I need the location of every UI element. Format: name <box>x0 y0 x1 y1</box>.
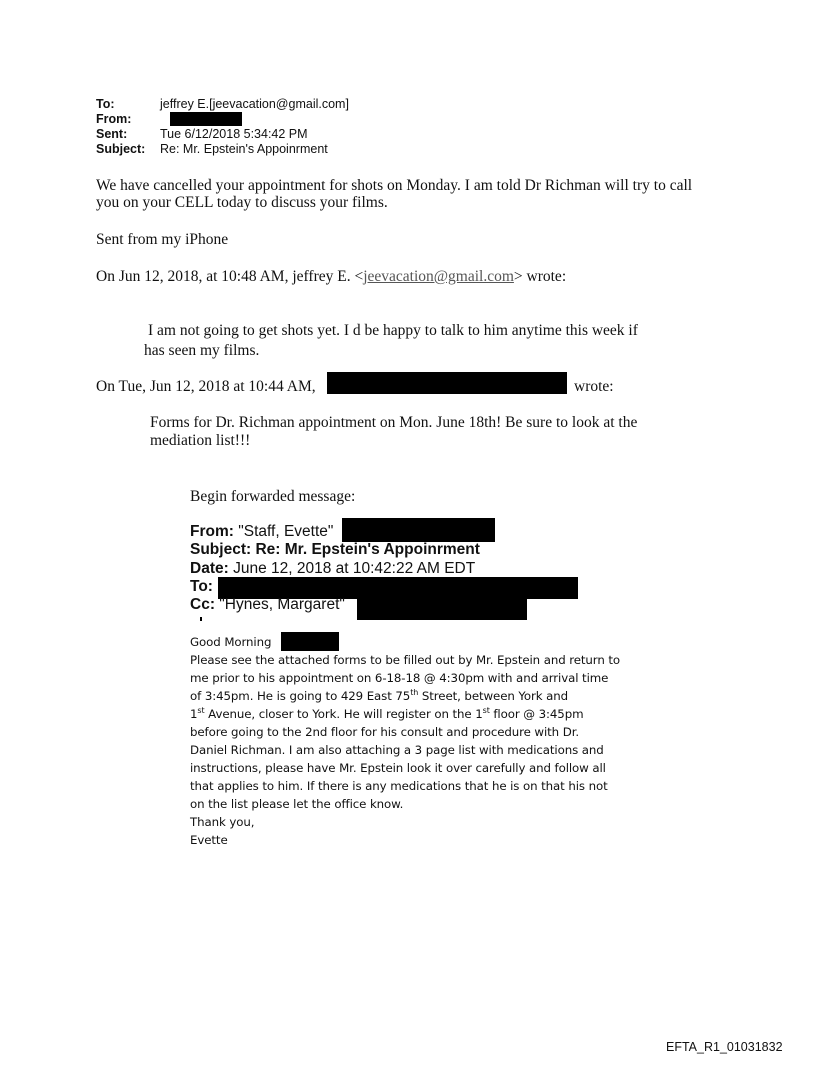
message-line-1: Please see the attached forms to be filled out by Mr. Epstein and return to <box>190 653 621 667</box>
forwarded-to: To: <box>190 578 213 595</box>
quote1-line-1: I am not going to get shots yet. I d be happy to talk to him anytime this week if <box>148 322 638 339</box>
reply-line-2: you on your CELL today to discuss your films. <box>96 194 388 211</box>
redaction-quote2-sender <box>327 372 567 394</box>
message-line-8: that applies to him. If there is any medications that he is on that his not <box>190 779 608 793</box>
quote2-line-2: mediation list!!! <box>150 432 251 449</box>
quote1-intro-suffix: > wrote: <box>513 268 567 285</box>
forwarded-from: From: "Staff, Evette" <box>190 523 334 540</box>
quote1-intro-prefix: On Jun 12, 2018, at 10:48 AM, jeffrey E. < <box>96 268 364 285</box>
quote2-intro-suffix: wrote: <box>574 378 614 395</box>
header-subject-value: Re: Mr. Epstein's Appoinrment <box>160 142 328 156</box>
quote2-line-1: Forms for Dr. Richman appointment on Mon. June 18th! Be sure to look at the <box>150 414 638 431</box>
message-greeting: Good Morning <box>190 635 272 649</box>
redaction-from <box>170 112 242 126</box>
header-to-value: jeffrey E.[jeevacation@gmail.com] <box>160 97 349 111</box>
forwarded-intro: Begin forwarded message: <box>190 488 356 505</box>
reply-signature: Sent from my iPhone <box>96 231 229 248</box>
forwarded-date: Date: June 12, 2018 at 10:42:22 AM EDT <box>190 560 476 577</box>
message-line-2: me prior to his appointment on 6-18-18 @ 4:30pm with and arrival time <box>190 671 609 685</box>
quote1-intro <box>96 267 566 286</box>
message-line-7: instructions, please have Mr. Epstein look it over carefully and follow all <box>190 761 606 775</box>
reply-line-1: We have cancelled your appointment for shots on Monday. I am told Dr Richman will try to call <box>96 177 693 194</box>
forwarded-subject: Subject: Re: Mr. Epstein's Appoinrment <box>190 541 480 558</box>
redaction-forwarded-from <box>342 518 495 542</box>
document-id: EFTA_R1_01031832 <box>666 1040 783 1054</box>
header-sent-label: Sent: <box>96 127 128 141</box>
header-sent-value: Tue 6/12/2018 5:34:42 PM <box>160 127 308 141</box>
message-line-10: Thank you, <box>190 815 255 829</box>
quote2-intro-prefix: On Tue, Jun 12, 2018 at 10:44 AM, <box>96 378 316 395</box>
header-subject-label: Subject: <box>96 142 146 156</box>
quote1-line-2: has seen my films. <box>144 342 260 359</box>
forwarded-cc: Cc: "Hynes, Margaret" <box>190 596 345 613</box>
redaction-forwarded-cc <box>357 599 527 620</box>
header-to-label: To: <box>96 97 115 111</box>
redaction-greeting-name <box>281 632 339 651</box>
message-line-9: on the list please let the office know. <box>190 797 404 811</box>
quote1-email-link[interactable]: jeevacation@gmail.com <box>363 268 514 285</box>
redaction-mark <box>200 617 202 621</box>
message-line-6: Daniel Richman. I am also attaching a 3 page list with medications and <box>190 743 604 757</box>
message-line-11: Evette <box>190 833 228 847</box>
message-line-5: before going to the 2nd floor for his consult and procedure with Dr. <box>190 725 580 739</box>
message-line-3: of 3:45pm. He is going to 429 East 75th Street, between York and <box>190 688 569 703</box>
header-from-label: From: <box>96 112 132 126</box>
message-line-4: 1st Avenue, closer to York. He will register on the 1st floor @ 3:45pm <box>190 706 584 721</box>
